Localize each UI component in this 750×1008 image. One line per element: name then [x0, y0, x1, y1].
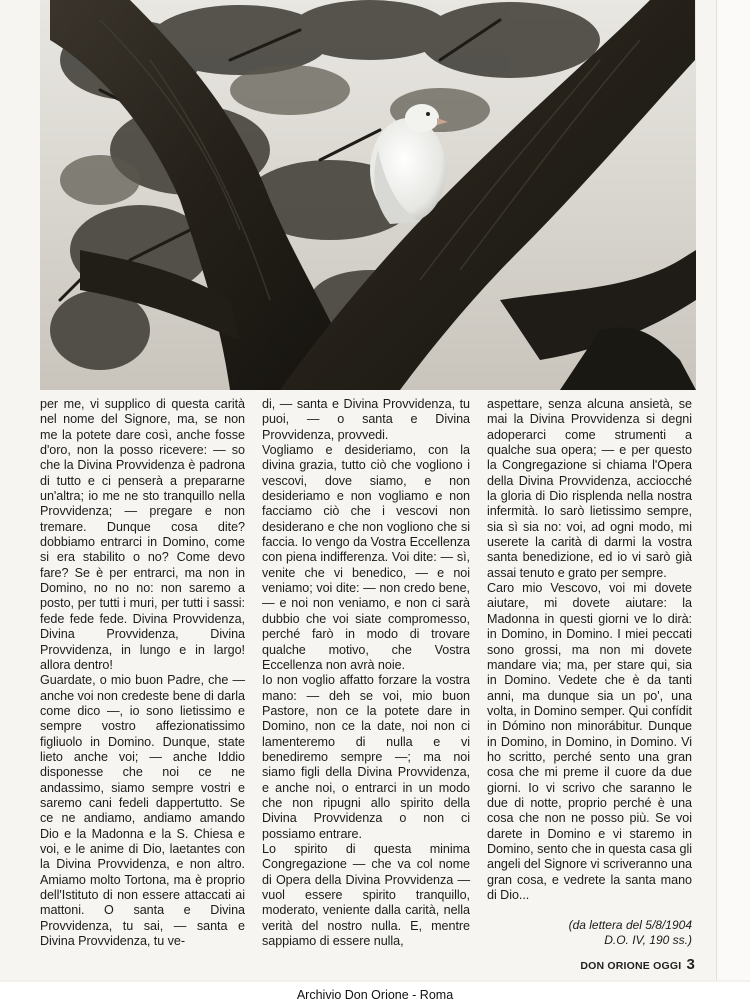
text-column-1	[40, 397, 245, 949]
magazine-footer	[560, 956, 695, 973]
paragraph: di, — santa e Divina Provvidenza, tu puoi, — o santa e Divina Provvidenza, provvedi.	[262, 397, 470, 442]
citation-line: D.O. IV, 190 ss.)	[604, 933, 692, 947]
paragraph: Caro mio Vescovo, voi mi dovete aiutare, mi dovete aiutare: la Madonna in questi giorni ve lo dirà: in Domino, in Domino. I miei peccati sono grossi, ma non mi dovete mandare via; ma, per stare qui, sia in Domino. Vedete che è da tanti anni, ma dunque sia un po', una volta, in Domino semper. Qui confídit in Dómino non minorábitur. Dunque in Domino, in Domino, in Domino. Vi ho scritto, perché sento una gran cosa che mi preme il cuore da due giorni. Io vi scrivo che saranno le due di notte, proprio perché è una cosa che non ne posso più. Se voi darete in Domino e vi staremo in Domino, sento che in questa casa gli angeli del Signore vi scriveranno una gran cosa, e vedrete la santa mano di Dio...	[487, 581, 692, 902]
text-column-3	[487, 397, 692, 903]
archive-label: Archivio Don Orione - Roma	[0, 982, 750, 1008]
paragraph: Io non voglio affatto forzare la vostra mano: — deh se voi, mio buon Pastore, non ce la potete dare in Domino, non ce la date, noi non ci lamenteremo di nulla e vi benediremo sempre —; ma noi siamo figli della Divina Provvidenza, e anche noi, o entrarci in un modo che non ripugni allo spirito della Divina Provvidenza o non ci possiamo entrare.	[262, 673, 470, 841]
paragraph: Lo spirito di questa minima Congregazione — che va col nome di Opera della Divina Provvidenza — vuol essere spirito tranquillo, moderato, veniente dalla carità, nella verità del nostro nulla. E, mentre sappiamo di essere nulla,	[262, 841, 470, 949]
page-number: 3	[686, 956, 695, 973]
text-column-2	[262, 397, 470, 949]
letter-citation	[487, 918, 692, 948]
tree-photo-illustration	[40, 0, 696, 390]
paragraph: Vogliamo e desideriamo, con la divina grazia, tutto ciò che vogliono i vescovi, dove siamo, e non desideriamo e non vogliamo e non facciamo ciò che i vescovi non desiderano e che non vogliono che si faccia. Io vengo da Vostra Eccellenza con piena indifferenza. Voi dite: — sì, venite che vi benedico, — e noi veniamo; voi dite: — non credo bene, — e noi non veniamo, e non ci sarà dubbio che voi siate compromesso, perché farò in modo di trovare qualche motivo, che Vostra Eccellenza non avrà noie.	[262, 443, 470, 672]
paragraph: aspettare, senza alcuna ansietà, se mai la Divina Provvidenza si degni adoperarci come strumenti a qualche sua opera; — e per questo la Congregazione si chiama l'Opera della Divina Provvidenza, acciocché la gloria di Dio risplenda nella nostra infermità. Io sarò lietissimo sempre, sia sì sia no: voi, ad ogni modo, mi userete la carità di darmi la vostra santa benedizione, ed io vi sarò già assai tenuto e grato per sempre.	[487, 397, 692, 580]
paragraph: Guardate, o mio buon Padre, che — anche voi non credeste bene di darla come dico —, io sono lietissimo e sempre vostro affezionatissimo figliuolo in Domino. Dunque, state lieto anche voi; — anche Iddio disponesse che noi ce ne andassimo, siamo sempre vostri e saremo cani fedeli dappertutto. Se ce ne andiamo, andiamo amando Dio e la Madonna e la S. Chiesa e voi, e le anime di Dio, laetantes con la Divina Provvidenza, e non altro. Amiamo molto Tortona, ma è proprio dell'Istituto di non essere attaccati ai mattoni. O santa e Divina Provvidenza, tu sai, — santa e Divina Provvidenza, tu ve-	[40, 673, 245, 949]
paragraph: per me, vi supplico di questa carità nel nome del Signore, ma, se non me la potete dare così, anche fosse d'oro, non la posso ricevere: — so che la Divina Provvidenza è padrona di tutto e ci penserà a prepararne un'altra; io me ne sto tranquillo nella Provvidenza; — pregare e non tremare. Dunque cosa dite? dobbiamo entrarci in Domino, come si era stabilito o no? Come devo fare? Se è per entrarci, ma non in Domino, no no no: non saremo a posto, per tutti i muri, per tutti i sassi: fede fede fede. Divina Provvidenza, Divina Provvidenza, Divina Provvidenza, in lungo e in largo! allora dentro!	[40, 397, 245, 672]
photo-dove-on-tree	[40, 0, 696, 390]
magazine-name: DON ORIONE OGGI	[580, 960, 682, 972]
page-edge	[716, 0, 750, 980]
citation-line: (da lettera del 5/8/1904	[568, 918, 692, 932]
